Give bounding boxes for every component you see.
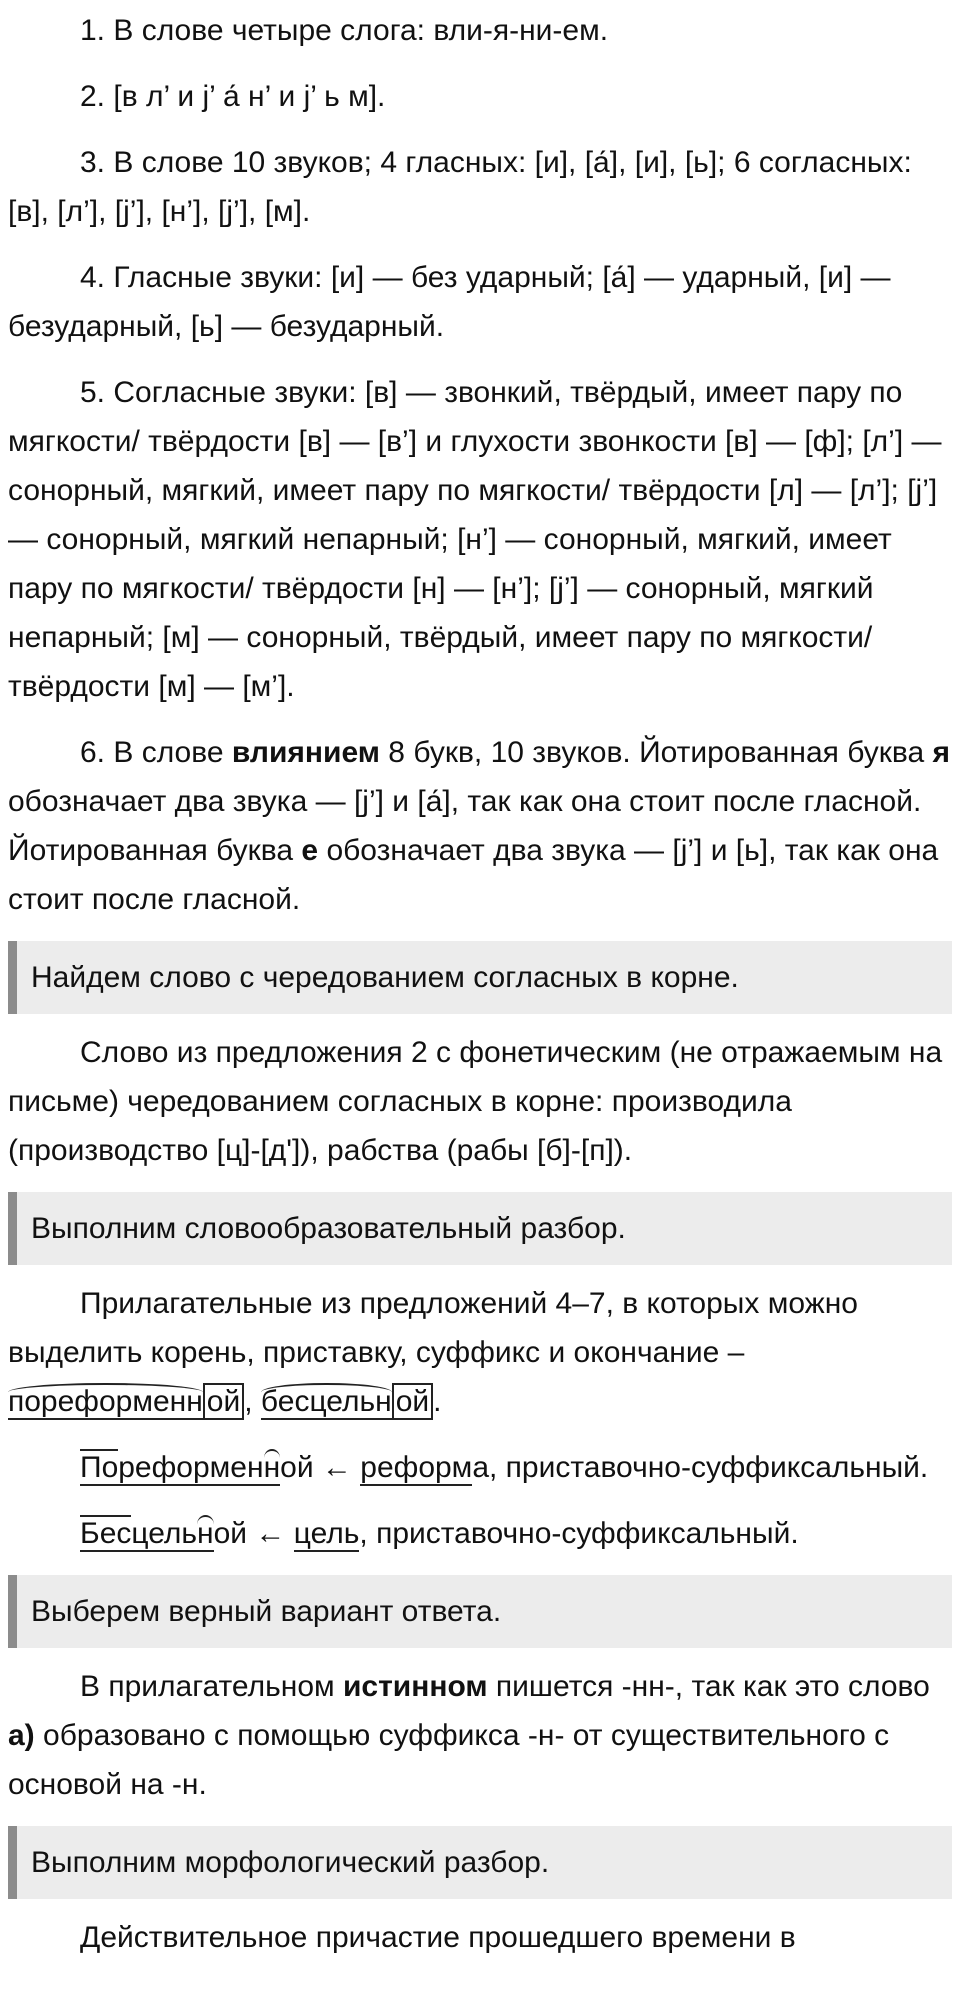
ending-box: ой [203, 1383, 244, 1420]
prefix-mark: Бес [80, 1517, 132, 1550]
paragraph-adjectives: Прилагательные из предложений 4–7, в которых можно выделить корень, приставку, суффикс и окончание – пореформенн ой , бесцельн ой . [8, 1287, 858, 1418]
section-banner: Найдем слово с чередованием согласных в корне. [8, 941, 952, 1014]
paragraph-alternation: Слово из предложения 2 с фонетическим (не отражаемым на письме) чередованием согласных в корне: производила (производство [ц]-[д']), рабства (рабы [б]-[п]). [8, 1036, 943, 1167]
paragraph-letters-sounds: 6. В слове влиянием 8 букв, 10 звуков. Йотированная буква я обозначает два звука — [j’] и [а́], так как она стоит после гласной. Йотированная буква е обозначает два звука — [j’] и [ь], так как она стоит после гласной. [8, 736, 950, 916]
suffix-mark: н [197, 1517, 214, 1550]
paragraph-vowels: 4. Гласные звуки: [и] — без ударный; [а́] — ударный, [и] — безударный, [ь] — безударный. [8, 261, 891, 343]
bold-letter: е [301, 834, 319, 867]
section-banner: Выполним словообразовательный разбор. [8, 1192, 952, 1265]
paragraph-word-formation-2: Бесцельной ← цель, приставочно-суффиксальный. [80, 1517, 799, 1550]
bold-option: а) [8, 1719, 35, 1752]
bold-letter: я [932, 736, 950, 769]
root-mark: реформен [118, 1451, 264, 1484]
source-base: цель [293, 1517, 360, 1550]
paragraph-answer: В прилагательном истинном пишется -нн-, так как это слово а) образовано с помощью суффикса -н- от существительного с основой на -н. [8, 1670, 930, 1801]
paragraph-sound-count: 3. В слове 10 звуков; 4 гласных: [и], [а́], [и], [ь]; 6 согласных: [в], [л’], [j’], [н’], [j’], [м]. [8, 146, 912, 228]
bold-word: истинном [342, 1670, 488, 1703]
paragraph-morphology: Действительное причастие прошедшего времени в [80, 1921, 796, 1954]
root-mark: цель [131, 1517, 198, 1550]
word-stem: пореформенн [8, 1385, 203, 1418]
bold-word: влиянием [231, 736, 380, 769]
ending-box: ой [392, 1383, 433, 1420]
paragraph-consonants: 5. Согласные звуки: [в] — звонкий, твёрдый, имеет пару по мягкости/ твёрдости [в] — [в’] и глухости звонкости [в] — [ф]; [л’] — сонорный, мягкий, имеет пару по мягкости/ твёрдости [л] — [л’]; [j’] — сонорный, мягкий непарный; [н’] — сонорный, мягкий, имеет пару по мягкости/ твёрдости [н] — [н’]; [j’] — сонорный, мягкий непарный; [м] — сонорный, твёрдый, имеет пару по мягкости/ твёрдости [м] — [м’]. [8, 376, 942, 703]
paragraph-syllables: 1. В слове четыре слога: вли-я-ни-ем. [80, 14, 609, 47]
paragraph-word-formation-1: Пореформенной ← реформа, приставочно-суффиксальный. [80, 1451, 929, 1484]
section-banner: Выберем верный вариант ответа. [8, 1575, 952, 1648]
source-base: реформ [360, 1451, 473, 1484]
paragraph-transcription: 2. [в л’ и j’ а́ н’ и j’ ь м]. [80, 80, 386, 113]
prefix-mark: По [80, 1451, 119, 1484]
word-stem: бесцельн [260, 1385, 392, 1418]
section-banner: Выполним морфологический разбор. [8, 1826, 952, 1899]
suffix-mark: н [263, 1451, 281, 1484]
